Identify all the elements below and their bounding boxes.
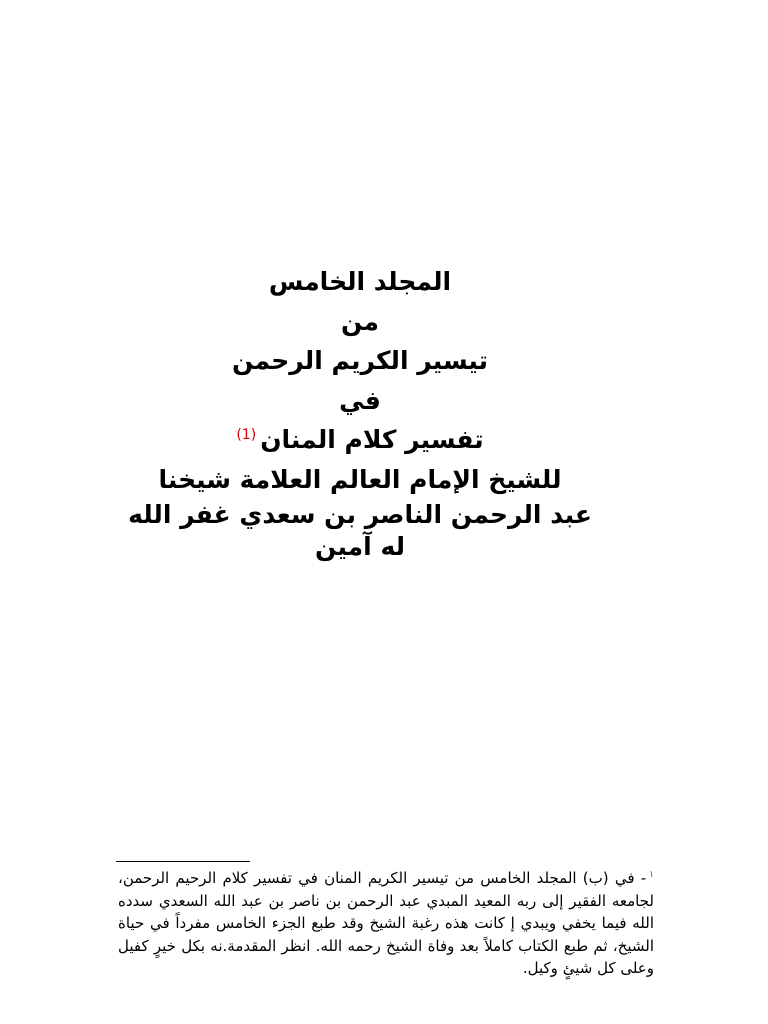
title-line-volume: المجلد الخامس — [268, 267, 452, 296]
title-line-tafsir — [120, 420, 600, 460]
footnote — [118, 867, 654, 980]
footnote-number: ١ — [649, 870, 654, 880]
footnote-text: - في (ب) المجلد الخامس من تيسير الكريم المنان في تفسير كلام الرحيم الرحمن، لجامعه الفقير إلى ربه المعيد المبدي عبد الرحمن بن ناصر بن عبد الله السعدي سدده الله فيما يخفي ويبدي إ كانت هذه رغبة الشيخ وقد طبع الجزء الخامس مفرداً في حياة الشيخ، ثم طبع الكتاب كاملاً بعد وفاة الشيخ رحمه الله. انظر المقدمة.نه بكل خيرٍ كفيل وعلى كل شيئٍ وكيل. — [118, 869, 654, 977]
title-line-book-name: تيسير الكريم الرحمن — [231, 346, 489, 375]
title-block — [120, 262, 600, 563]
footnote-separator — [116, 861, 250, 862]
title-line-author-name: عبد الرحمن الناصر بن سعدي غفر الله له آمين — [128, 500, 592, 561]
title-line-in: في — [339, 385, 381, 415]
title-line-author-title: للشيخ الإمام العالم العلامة شيخنا — [158, 464, 562, 494]
footnote-marker[interactable]: (1) — [236, 426, 257, 443]
title-line-tafsir-text: تفسير كلام المنان — [260, 425, 484, 454]
title-line-from: من — [341, 306, 379, 336]
